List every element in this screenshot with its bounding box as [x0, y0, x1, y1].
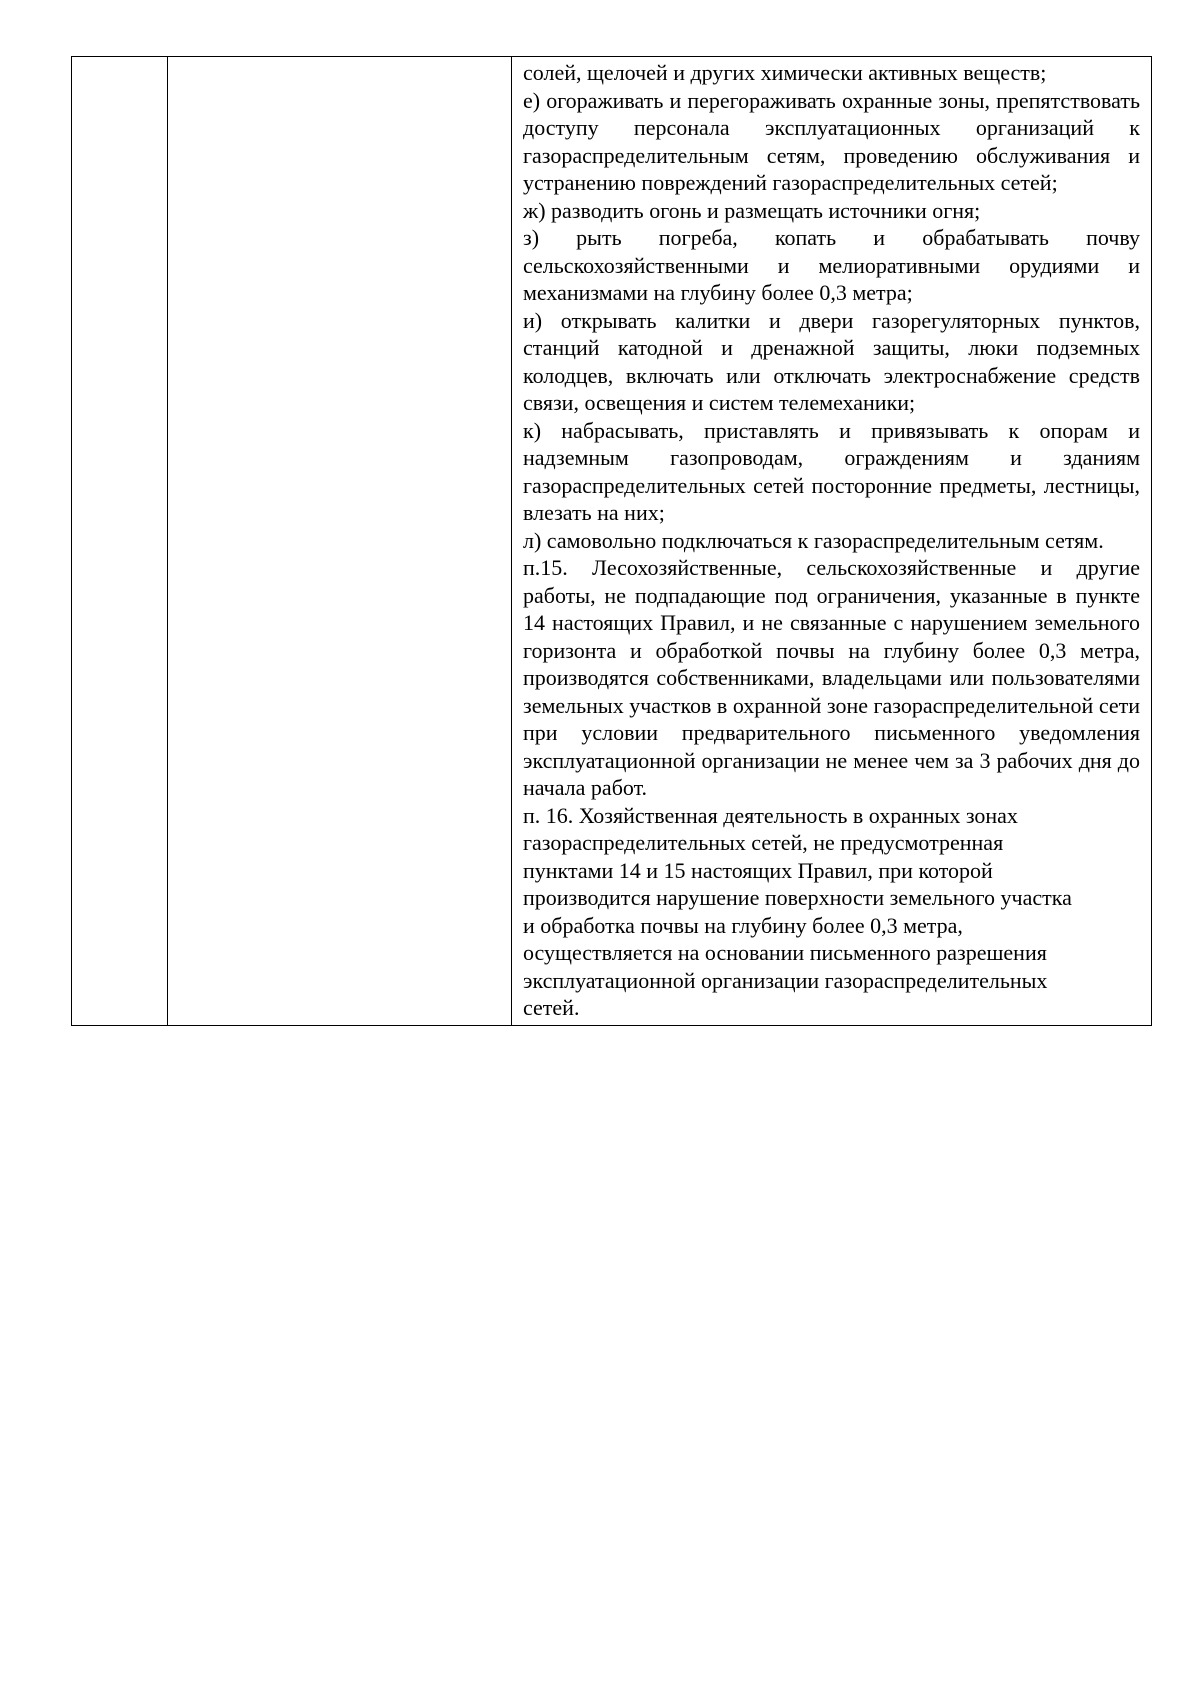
table-row	[72, 57, 1152, 1026]
clause-16-line: эксплуатационной организации газораспределительных	[523, 967, 1048, 993]
cell-col3-content	[512, 57, 1151, 1025]
clause-16-line: газораспределительных сетей, не предусмотренная	[523, 830, 1004, 855]
table-cell-col2	[168, 57, 512, 1026]
paragraph-item-i: и) открывать калитки и двери газорегуляторных пунктов, станций катодной и дренажной защиты, люки подземных колодцев, включать или отключать электроснабжение средств связи, освещения и систем телемеханики;	[523, 307, 1140, 415]
clause-16-line: п. 16. Хозяйственная деятельность в охранных зонах	[523, 802, 1018, 828]
paragraph-continuation: солей, щелочей и других химически активных веществ;	[523, 60, 1047, 85]
paragraph-item-k: к) набрасывать, приставлять и привязывать к опорам и надземным газопроводам, ограждениям и зданиям газораспределительных сетей посторонние предметы, лестницы, влезать на них;	[523, 417, 1140, 525]
document-table	[71, 56, 1152, 1026]
paragraph-item-e: е) огораживать и перегораживать охранные зоны, препятствовать доступу персонала эксплуатационных организаций к газораспределительным сетям, проведению обслуживания и устранению повреждений газораспределительных сетей;	[523, 87, 1140, 195]
cell-col2-text	[168, 57, 511, 62]
paragraph-item-zh: ж) разводить огонь и размещать источники огня;	[523, 197, 981, 223]
clause-16-line: и обработка почвы на глубину более 0,3 метра,	[523, 912, 963, 938]
paragraph-clause-16	[523, 802, 1140, 1022]
clause-16-line: осуществляется на основании письменного разрешения	[523, 940, 1047, 965]
table-cell-col3	[512, 57, 1152, 1026]
paragraph-clause-15: п.15. Лесохозяйственные, сельскохозяйственные и другие работы, не подпадающие под ограничения, указанные в пункте 14 настоящих Правил, и не связанные с нарушением земельного горизонта и обработкой почвы на глубину более 0,3 метра, производятся собственниками, владельцами или пользователями земельных участков в охранной зоне газораспределительной сети при условии предварительного письменного уведомления эксплуатационной организации не менее чем за 3 рабочих дня до начала работ.	[523, 555, 1140, 800]
clause-16-line: пунктами 14 и 15 настоящих Правил, при которой	[523, 857, 993, 883]
paragraph-item-l: л) самовольно подключаться к газораспределительным сетям.	[523, 527, 1104, 553]
paragraph-item-z: з) рыть погреба, копать и обрабатывать почву сельскохозяйственными и мелиоративными орудиями и механизмами на глубину более 0,3 метра;	[523, 225, 1140, 305]
table-cell-col1	[72, 57, 168, 1026]
clause-16-line: сетей.	[523, 995, 580, 1020]
cell-col1-text	[72, 57, 167, 62]
clause-16-line: производится нарушение поверхности земельного участка	[523, 885, 1072, 910]
